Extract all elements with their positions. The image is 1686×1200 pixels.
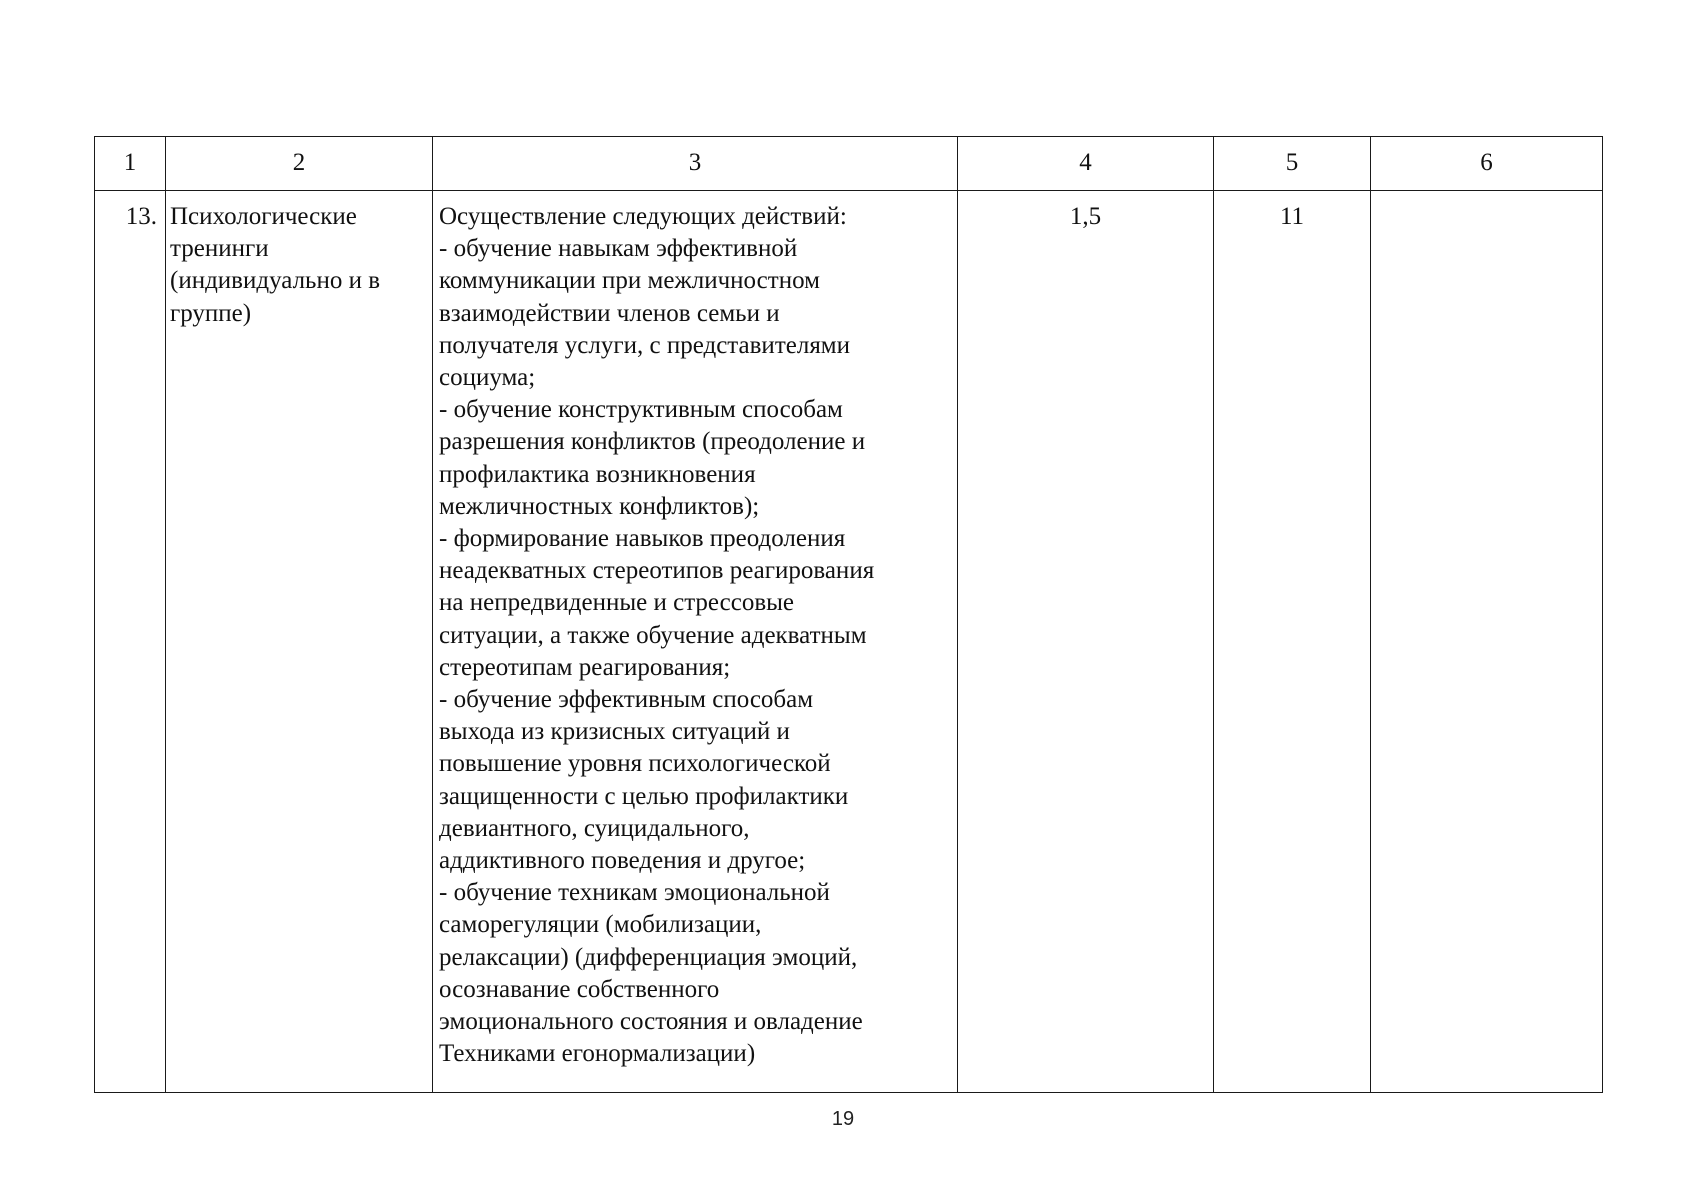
cell-col-4: 1,5 xyxy=(958,191,1214,1093)
description-line: девиантного, суицидального, xyxy=(439,814,750,842)
description-line: социума; xyxy=(439,364,536,392)
description-line: эмоционального состояния и овладение xyxy=(439,1008,863,1036)
row-number: 13. xyxy=(95,191,166,1093)
description-line: аддиктивного поведения и другое; xyxy=(439,847,806,875)
description-line: выхода из кризисных ситуаций и xyxy=(439,718,790,746)
cell-col-6 xyxy=(1371,191,1603,1093)
description-line: релаксации) (дифференциация эмоций, xyxy=(439,943,858,971)
description-line: - формирование навыков преодоления xyxy=(439,525,846,553)
header-cell-5: 5 xyxy=(1214,137,1371,191)
description-line: стереотипам реагирования; xyxy=(439,653,731,681)
header-cell-4: 4 xyxy=(958,137,1214,191)
header-cell-3: 3 xyxy=(433,137,958,191)
description-line: - обучение навыкам эффективной xyxy=(439,235,798,263)
description-line: защищенности с целью профилактики xyxy=(439,782,849,810)
service-name: Психологические тренинги (индивидуально и в группе) xyxy=(166,191,433,1093)
description-line: взаимодействии членов семьи и xyxy=(439,299,780,327)
page-number: 19 xyxy=(831,1108,855,1130)
header-cell-2: 2 xyxy=(166,137,433,191)
header-cell-1: 1 xyxy=(95,137,166,191)
description-line: - обучение конструктивным способам xyxy=(439,396,843,424)
description-line: профилактика возникновения xyxy=(439,460,756,488)
table-header-row xyxy=(95,137,1603,191)
description-line: Техниками егонормализации) xyxy=(439,1040,756,1068)
description-line: Осуществление следующих действий: xyxy=(439,203,847,230)
description-line: ситуации, а также обучение адекватным xyxy=(439,621,867,649)
description-line: разрешения конфликтов (преодоление и xyxy=(439,428,866,456)
table-row xyxy=(95,191,1603,1093)
description-line: - обучение эффективным способам xyxy=(439,686,814,714)
header-cell-6: 6 xyxy=(1371,137,1603,191)
description-line: осознавание собственного xyxy=(439,975,720,1003)
service-description xyxy=(433,191,958,1093)
description-line: повышение уровня психологической xyxy=(439,750,831,778)
description-line: на непредвиденные и стрессовые xyxy=(439,589,795,617)
cell-col-5: 11 xyxy=(1214,191,1371,1093)
description-line: межличностных конфликтов); xyxy=(439,492,760,520)
services-table xyxy=(94,136,1603,1093)
description-line: коммуникации при межличностном xyxy=(439,267,820,295)
description-line: саморегуляции (мобилизации, xyxy=(439,911,762,939)
description-line: неадекватных стереотипов реагирования xyxy=(439,557,875,585)
description-line: получателя услуги, с представителями xyxy=(439,331,851,359)
description-line: - обучение техникам эмоциональной xyxy=(439,879,830,907)
